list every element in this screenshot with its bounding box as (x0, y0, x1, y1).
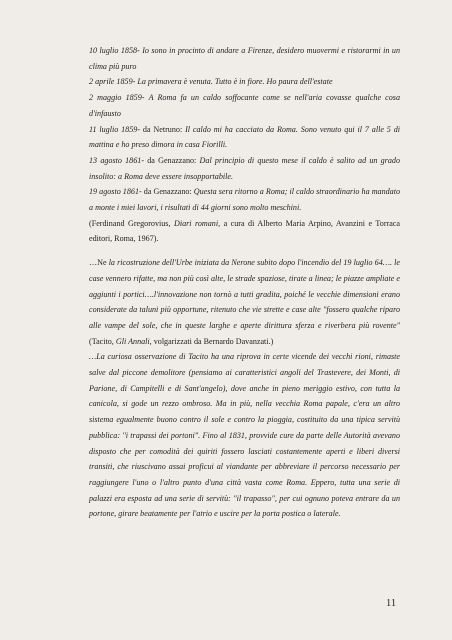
commentary-paragraph: …La curiosa osservazione di Tacito ha una riprova in certe vicende dei vecchi rioni, rimaste salve dal piccone demolitore (pensiamo ai caratteristici angoli del Trastevere, dei Monti, di Parione, di Campitelli e di Sant'angelo), dove anche in pieno meriggio estivo, con tutta la canicola, si gode un rezzo ombroso. Ma in più, nella vecchia Roma papale, c'era un altro sistema egualmente buono contro il sole e contro la pioggia, costituito da una tipica servitù pubblica: "i trapassi dei portoni". Fino al 1831, provvide cure da parte delle Autorità avevano disposto che per comodità dei quiriti fossero lasciati costantemente aperti e liberi diversi transiti, che riuscivano assai proficui al viandante per abbreviare il percorso necessario per raggiungere l'uno o l'altro punto d'una città vasta come Roma. Eppero, tutta una serie di palazzi era esposta ad una serie di servitù: "il trapasso", per cui ognuno poteva entrare da un portone, girare beatamente per l'atrio e uscire per la porta postica o laterale. (89, 352, 400, 519)
diary-entry: 2 aprile 1859- La primavera è venuta. Tutto è in fiore. Ho paura dell'estate (89, 77, 333, 87)
diary-entry: 10 luglio 1858- Io sono in procinto di andare a Firenze, desidero muovermi e ristorarmi in un clima più puro (89, 46, 400, 71)
diary-entry: 19 agosto 1861- da Genazzano: Questa sera ritorno a Roma; il caldo straordinario ha mandato a monte i miei lavori, i risultati di 44 giorni sono molto meschini. (89, 187, 401, 213)
diary-citation: (Ferdinand Gregorovius, Diari romani, a cura di Alberto Maria Arpino, Avanzini e Torraca editori, Roma, 1967). (89, 218, 400, 244)
diary-entry: 2 maggio 1859- A Roma fa un caldo soffocante come se nell'aria covasse qualche cosa d'infausto (89, 93, 400, 118)
page-number: 11 (386, 598, 397, 609)
tacitus-quote: …Ne la ricostruzione dell'Urbe iniziata da Nerone subito dopo l'incendio del 19 luglio 64…. le case vennero rifatte, ma non più così alte, le strade spaziose, tirate a linea; le piazze ampliate e aggiunti i portici….l'innovazione non tornò a tutti gradita, poiché le vecchie dimensioni erano considerate da taluni più opportune, ritenuto che vie strette e case alte "fossero qualche riparo alle vampe del sole, che in queste larghe e aperte dirittura sferza e riverbera più rovente"(Tacito, Gli Annali, volgarizzati da Bernardo Davanzati.) (89, 258, 400, 346)
diary-entry: 11 luglio 1859- da Netruno: Il caldo mi ha cacciato da Roma. Sono venuto qui il 7 alle 5 di mattina e ho preso dimora in casa Fiorilli. (89, 124, 401, 150)
diary-entry: 13 agosto 1861- da Genazzano: Dal principio di questo mese il caldo è salito ad un grado insolito: a Roma deve essere insopportabile. (89, 155, 401, 181)
body-text (89, 43, 400, 522)
